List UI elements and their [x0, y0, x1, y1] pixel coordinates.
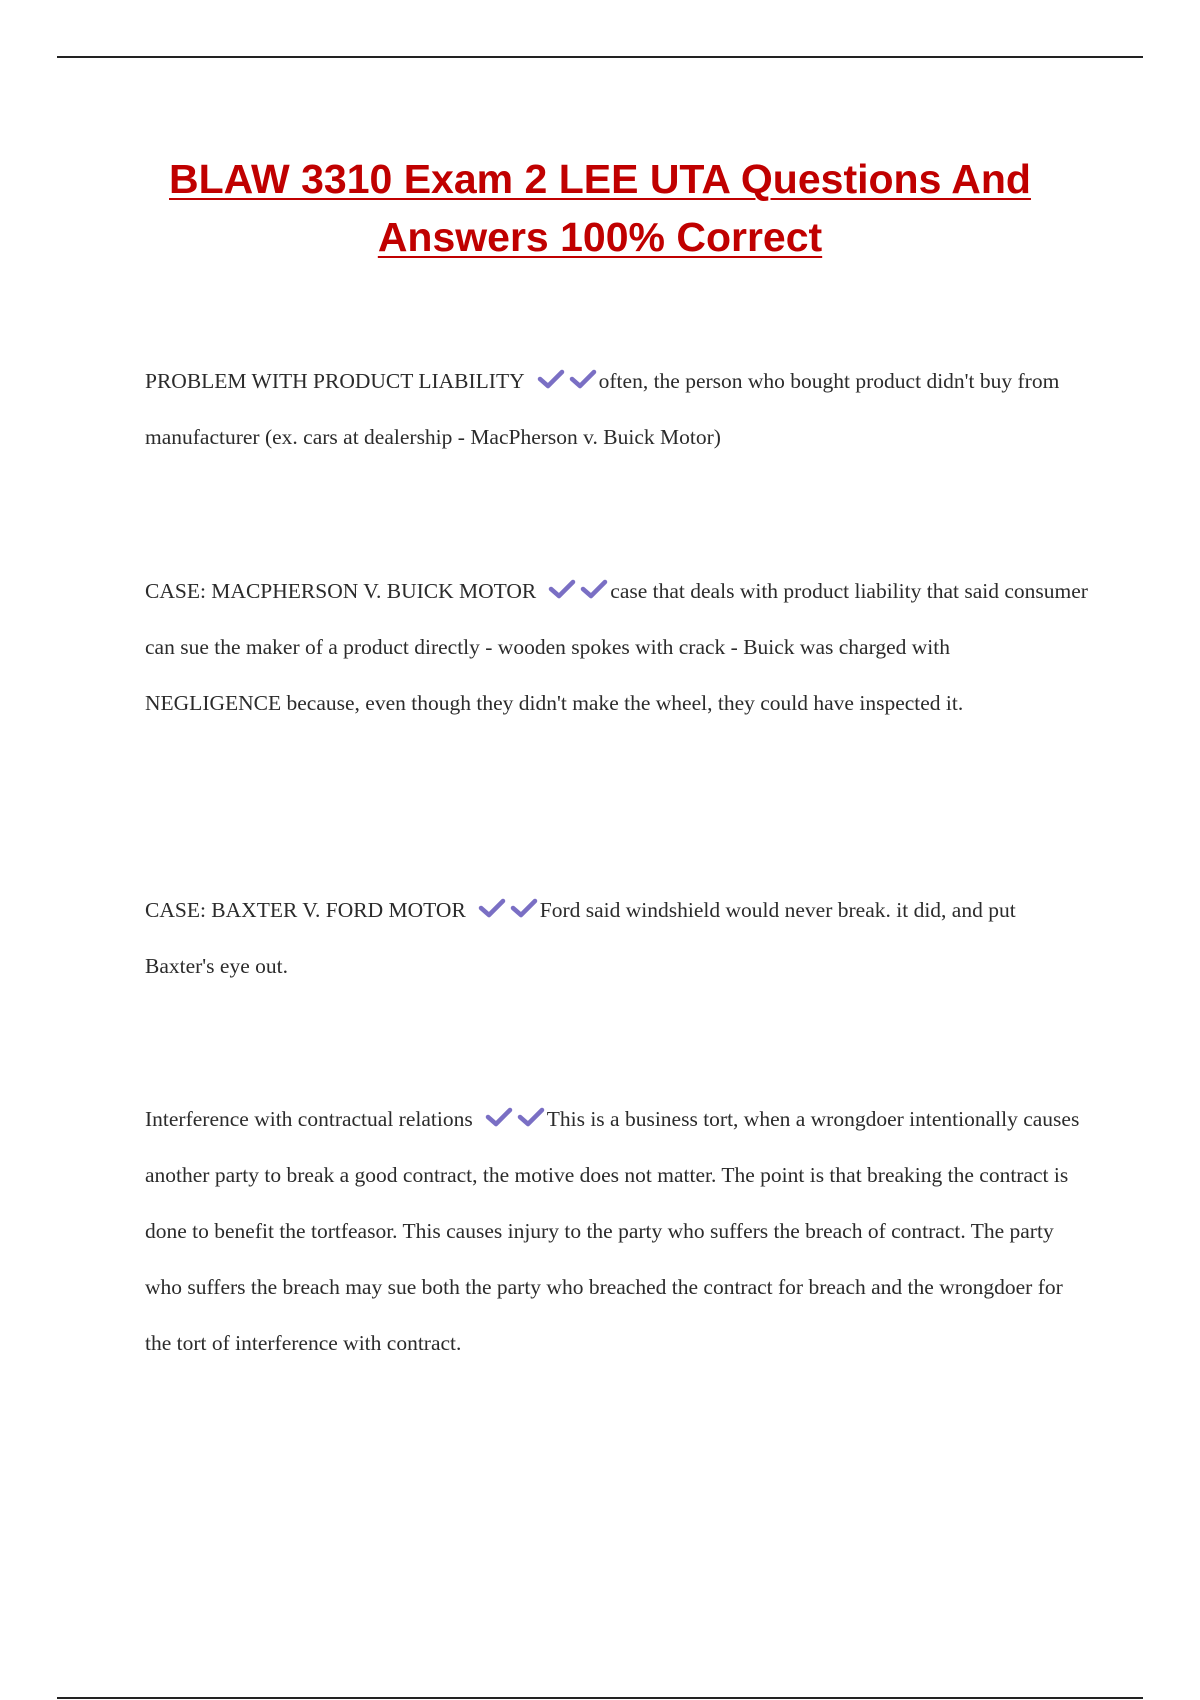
title-line-1: BLAW 3310 Exam 2 LEE UTA Questions And [169, 156, 1031, 202]
footer-rule [57, 1697, 1143, 1699]
qa-term: CASE: BAXTER V. FORD MOTOR [145, 898, 466, 922]
check-icon [478, 897, 506, 919]
qa-term: Interference with contractual relations [145, 1107, 473, 1131]
qa-item [145, 882, 1090, 994]
check-icon [569, 368, 597, 390]
qa-item [145, 353, 1090, 465]
check-icon [485, 1106, 513, 1128]
qa-answer: Ford said windshield would never break. it did, and put Baxter's eye out. [145, 898, 1016, 978]
double-check-icon [478, 897, 538, 919]
double-check-icon [485, 1106, 545, 1128]
qa-answer: case that deals with product liability that said consumer can sue the maker of a product directly - wooden spokes with crack - Buick was charged with NEGLIGENCE because, even though they didn't make the wheel, they could have inspected it. [145, 579, 1088, 715]
title-line-2: Answers 100% Correct [377, 214, 823, 260]
check-icon [517, 1106, 545, 1128]
qa-answer: often, the person who bought product didn't buy from manufacturer (ex. cars at dealership - MacPherson v. Buick Motor) [145, 369, 1060, 449]
double-check-icon [548, 578, 608, 600]
document-title [120, 150, 1080, 266]
check-icon [510, 897, 538, 919]
check-icon [537, 368, 565, 390]
qa-term: CASE: MACPHERSON V. BUICK MOTOR [145, 579, 537, 603]
qa-item [145, 563, 1090, 731]
qa-item [145, 1091, 1090, 1371]
double-check-icon [537, 368, 597, 390]
check-icon [548, 578, 576, 600]
check-icon [580, 578, 608, 600]
header-rule [57, 56, 1143, 58]
qa-term: PROBLEM WITH PRODUCT LIABILITY [145, 369, 525, 393]
qa-answer: This is a business tort, when a wrongdoer intentionally causes another party to break a good contract, the motive does not matter. The point is that breaking the contract is done to benefit the tortfeasor. This causes injury to the party who suffers the breach of contract. The party who suffers the breach may sue both the party who breached the contract for breach and the wrongdoer for the tort of interference with contract. [145, 1107, 1080, 1355]
